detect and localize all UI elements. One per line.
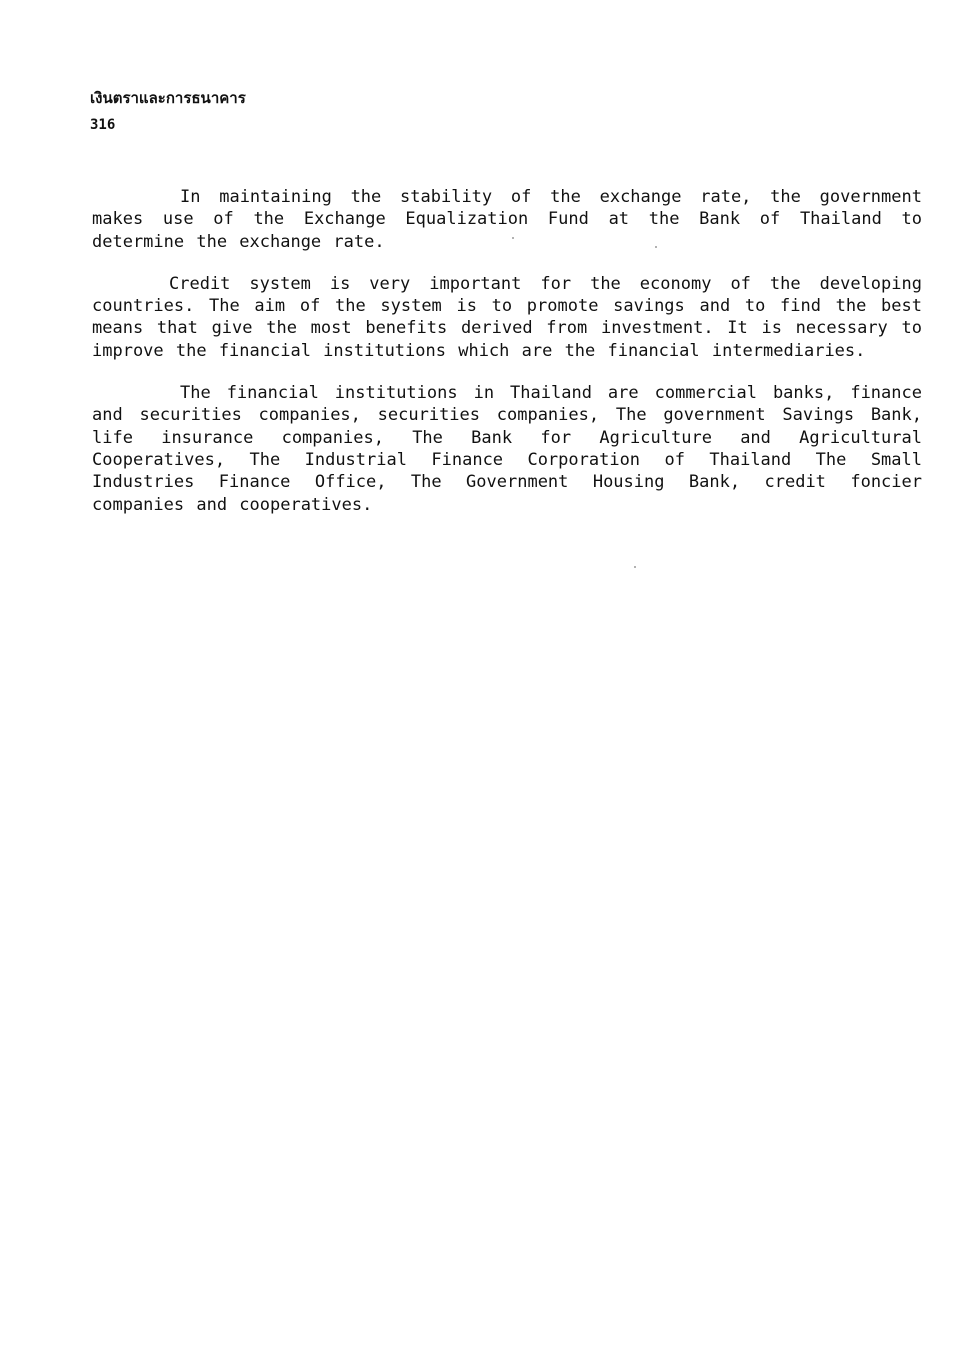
paragraph-financial-institutions: The financial institutions in Thailand are commercial banks, finance and securities companies, securities companies, The government Savings Bank, life insurance companies, The Bank for Agriculture and Agricultural Cooperatives, The Industrial Finance Corporation of Thailand The Small Industries Finance Office, The Government Housing Bank, credit foncier companies and cooperatives. xyxy=(92,383,922,515)
page-number: 316 xyxy=(90,117,116,133)
running-title: เงินตราและการธนาคาร xyxy=(90,89,246,107)
body-text xyxy=(92,186,922,536)
paragraph-exchange-rate: In maintaining the stability of the exchange rate, the government makes use of the Exchange Equalization Fund at the Bank of Thailand to determine the exchange rate. xyxy=(92,187,922,252)
scan-speck xyxy=(634,566,636,568)
scan-speck xyxy=(512,237,514,239)
paragraph-credit-system: Credit system is very important for the economy of the developing countries. The aim of the system is to promote savings and to find the best means that give the most benefits derived from investment. It is necessary to improve the financial institutions which are the financial intermediaries. xyxy=(92,273,922,361)
scan-speck xyxy=(655,246,657,248)
